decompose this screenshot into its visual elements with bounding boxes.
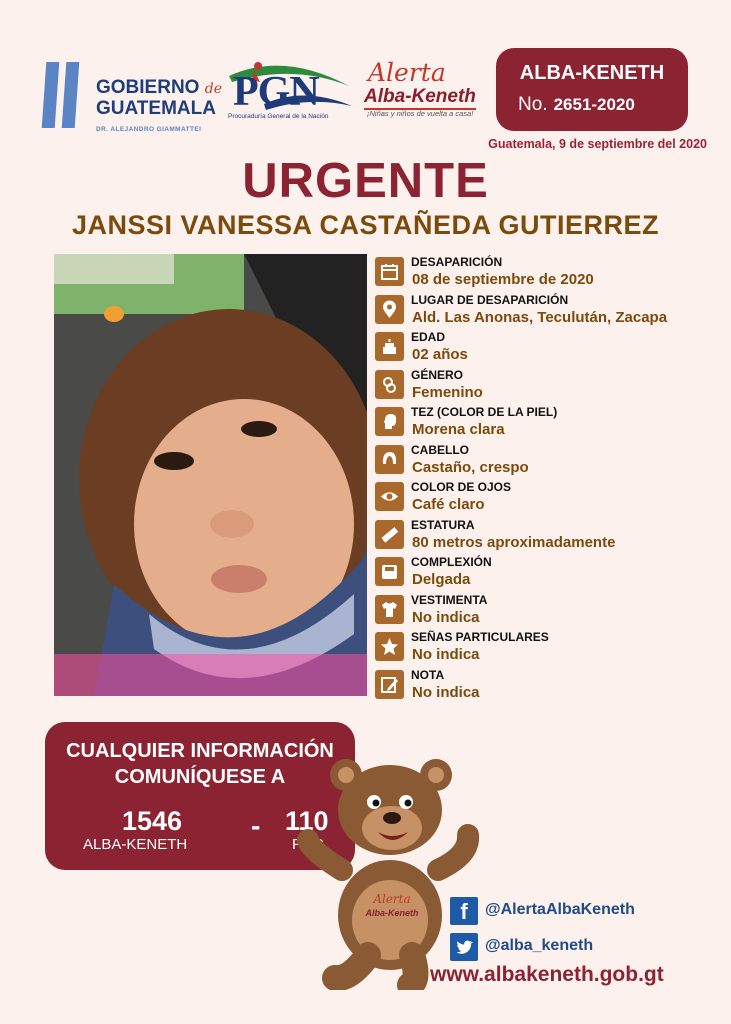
detail-label: COMPLEXIÓN <box>411 555 492 569</box>
detail-value: Castaño, crespo <box>412 458 529 476</box>
detail-label: SEÑAS PARTICULARES <box>411 630 549 644</box>
bear-badge-bottom: Alba-Keneth <box>365 908 419 918</box>
phone-number-pnc[interactable]: 110 <box>285 806 329 836</box>
phone-separator: - <box>251 810 261 841</box>
detail-value: 80 metros aproximadamente <box>412 533 616 551</box>
phone-label-pnc: PNC <box>292 836 324 853</box>
detail-label: EDAD <box>411 330 446 344</box>
urgent-heading: URGENTE <box>242 154 489 208</box>
detail-value: No indica <box>412 608 480 626</box>
detail-value: 08 de septiembre de 2020 <box>412 271 594 288</box>
detail-value: Morena clara <box>412 421 505 438</box>
birthday-cake-icon <box>375 332 404 361</box>
star-icon <box>375 632 404 661</box>
eye-icon <box>375 482 404 511</box>
twitter-handle[interactable]: @alba_keneth <box>485 937 594 954</box>
phone-number-albakeneth[interactable]: 1546 <box>122 806 183 836</box>
case-number-box <box>496 48 688 131</box>
issue-date: Guatemala, 9 de septiembre del 2020 <box>488 137 707 151</box>
detail-value: No indica <box>412 683 480 701</box>
twitter-icon <box>450 933 478 961</box>
face-profile-icon <box>375 407 404 436</box>
detail-label: ESTATURA <box>411 517 475 532</box>
alerta-logo-bottom: Alba-Keneth <box>364 86 476 110</box>
bear-badge-top: Alerta <box>373 892 411 906</box>
pgn-logo-text: PGN <box>233 69 319 115</box>
website-link[interactable]: www.albakeneth.gob.gt <box>430 963 664 986</box>
detail-value: No indica <box>412 646 480 663</box>
missing-person-photo <box>54 254 367 696</box>
facebook-handle[interactable]: @AlertaAlbaKeneth <box>485 901 635 918</box>
alerta-logo-tagline: ¡Niñas y niños de vuelta a casa! <box>367 109 474 118</box>
case-title: ALBA-KENETH <box>519 62 665 84</box>
gobierno-logo-bars <box>44 62 86 128</box>
detail-label: DESAPARICIÓN <box>411 255 503 269</box>
detail-value: 02 años <box>412 346 468 363</box>
alerta-logo-top: Alerta <box>368 58 446 87</box>
shirt-icon <box>375 595 404 624</box>
detail-label: CABELLO <box>411 442 469 457</box>
detail-value: Femenino <box>412 383 483 401</box>
scale-icon <box>375 557 404 586</box>
case-number: No. 2651-2020 <box>518 94 635 115</box>
detail-label: COLOR DE OJOS <box>411 480 512 494</box>
ruler-icon <box>375 520 404 549</box>
detail-label: TEZ (COLOR DE LA PIEL) <box>411 405 558 419</box>
detail-value: Café claro <box>412 496 485 513</box>
detail-label: NOTA <box>411 667 445 682</box>
facebook-icon: f <box>450 897 478 925</box>
pgn-logo-subtitle: Procuraduría General de la Nación <box>228 113 329 120</box>
detail-value: Delgada <box>412 571 471 588</box>
missing-person-name: JANSSI VANESSA CASTAÑEDA GUTIERREZ <box>71 210 660 240</box>
note-pencil-icon <box>375 670 404 699</box>
location-pin-icon <box>375 295 404 324</box>
calendar-icon <box>375 257 404 286</box>
detail-value: Ald. Las Anonas, Teculután, Zacapa <box>412 308 668 326</box>
detail-label: LUGAR DE DESAPARICIÓN <box>411 292 569 307</box>
contact-heading: CUALQUIER INFORMACIÓN COMUNÍQUESE A <box>66 740 334 788</box>
detail-label: GÉNERO <box>411 367 464 382</box>
gender-icon <box>375 370 404 399</box>
gobierno-logo-text: GOBIERNO de GUATEMALA DR. ALEJANDRO GIAMMATTEI <box>96 77 222 133</box>
hair-icon <box>375 445 404 474</box>
phone-label-albakeneth: ALBA-KENETH <box>83 836 188 853</box>
detail-label: VESTIMENTA <box>411 592 488 607</box>
